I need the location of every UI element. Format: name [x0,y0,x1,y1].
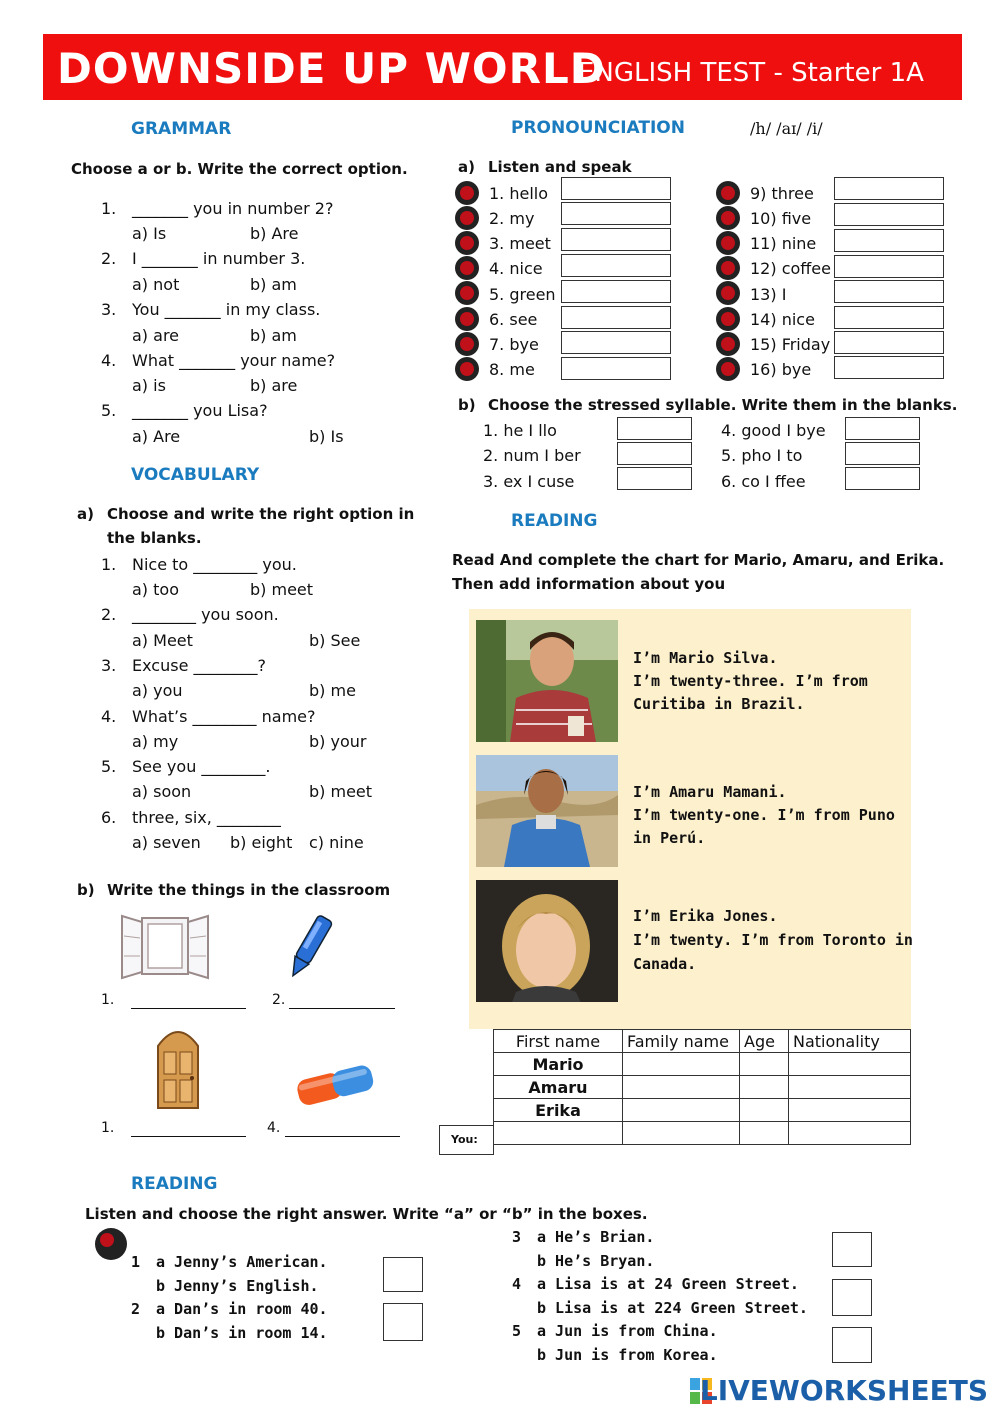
q3-option-b: b He’s Bryan. [537,1252,655,1270]
reading2-instruction: Listen and choose the right answer. Write “a” or “b” in the boxes. [85,1205,648,1223]
q2-option-a: a Dan’s in room 40. [156,1300,328,1318]
pron-answer-box[interactable] [561,357,671,380]
pron-answer-box[interactable] [561,254,671,277]
q2-num: 2 [131,1300,141,1318]
grammar-item-num: 1. [101,199,117,218]
pron-word: 15) Friday [750,335,831,354]
stress-word: 5. pho I to [721,446,803,465]
chart-row [494,1053,911,1076]
chart-cell-input[interactable] [623,1122,740,1145]
vocab-option-a: a) my [132,732,179,751]
grammar-item-num: 2. [101,249,117,268]
stress-word: 4. good I bye [721,421,826,440]
record-button[interactable] [716,206,740,230]
chart-header-cell: First name [494,1030,623,1053]
chart-header-cell: Family name [623,1030,740,1053]
page-subtitle: ENGLISH TEST - Starter 1A [578,58,924,88]
vocab-item-stem: ________ you soon. [132,605,279,624]
chart-cell-input[interactable] [740,1099,789,1122]
pron-word: 2. my [489,209,535,228]
q1-answer-box[interactable] [383,1257,423,1292]
pron-answer-box[interactable] [561,280,671,303]
vocab-item-num: 1. [101,555,117,574]
q4-num: 4 [512,1275,522,1293]
pron-answer-box[interactable] [834,280,944,303]
chart-row-name: Amaru [494,1076,623,1099]
record-button[interactable] [716,332,740,356]
pron-part-b-instruction: Choose the stressed syllable. Write them in the blanks. [488,396,958,414]
grammar-instruction: Choose a or b. Write the correct option. [71,160,408,178]
q1-num: 1 [131,1253,141,1271]
pron-answer-box[interactable] [834,229,944,252]
pron-word: 3. meet [489,234,551,253]
pronunciation-heading: PRONOUNCIATION [511,118,685,138]
vocab-part-a-label: a) [77,505,94,523]
eraser-icon [293,1056,379,1112]
grammar-item-num: 3. [101,300,117,319]
classroom-blank-line[interactable] [289,1008,395,1009]
stress-word: 2. num I ber [483,446,581,465]
erika-line-2: I’m twenty. I’m from Toronto in [633,931,913,949]
info-chart [493,1029,911,1145]
pron-answer-box[interactable] [561,306,671,329]
classroom-blank-line[interactable] [285,1136,400,1137]
vocab-option-b: b) eight [230,833,293,852]
pron-word: 9) three [750,184,814,203]
grammar-item-num: 5. [101,401,117,420]
pron-word: 8. me [489,360,535,379]
reading2-heading: READING [131,1174,218,1194]
q5-answer-box[interactable] [832,1327,872,1363]
vocab-part-b-label: b) [77,881,95,899]
pron-part-b-label: b) [458,396,476,414]
chart-cell-input[interactable] [789,1053,911,1076]
pron-answer-box[interactable] [834,203,944,226]
footer-brand[interactable]: LIVEWORKSHEETS [699,1374,988,1407]
q2-option-b: b Dan’s in room 14. [156,1324,328,1342]
pron-word: 10) five [750,209,812,228]
chart-row [494,1076,911,1099]
vocab-item-stem: Excuse ________? [132,656,266,675]
vocab-option-b: b) me [309,681,356,700]
grammar-option-b: b) am [250,326,297,345]
pronunciation-sounds: /h/ /aɪ/ /i/ [750,119,823,138]
record-button[interactable] [455,256,479,280]
chart-header-cell: Nationality [789,1030,911,1053]
record-button[interactable] [716,357,740,381]
stress-word: 3. ex I cuse [483,472,575,491]
pron-word: 11) nine [750,234,817,253]
record-button[interactable] [455,332,479,356]
stress-answer-box[interactable] [617,417,692,440]
reading-instruction-2: Then add information about you [452,575,726,593]
pron-answer-box[interactable] [561,202,671,225]
grammar-option-a: a) Are [132,427,181,446]
pron-answer-box[interactable] [561,228,671,251]
record-button[interactable] [455,231,479,255]
pron-answer-box[interactable] [834,255,944,278]
vocab-item-stem: See you ________. [132,757,271,776]
record-button[interactable] [455,281,479,305]
amaru-line-3: in Perú. [633,829,706,847]
vocab-option-a: a) Meet [132,631,193,650]
grammar-option-a: a) is [132,376,166,395]
vocab-option-b: b) meet [250,580,314,599]
grammar-item-stem: You _______ in my class. [132,300,321,319]
door-icon [154,1022,202,1110]
chart-cell-input[interactable] [789,1076,911,1099]
reading-instruction: Read And complete the chart for Mario, Amaru, and Erika. [452,551,945,569]
chart-cell-input[interactable] [740,1053,789,1076]
vocab-option-a: a) soon [132,782,192,801]
pron-word: 7. bye [489,335,539,354]
pron-word: 13) I [750,285,787,304]
pron-answer-box[interactable] [834,331,944,354]
stress-word: 1. he I llo [483,421,557,440]
vocab-option-a: a) seven [132,833,201,852]
window-icon [120,914,210,980]
pron-word: 12) coffee [750,259,831,278]
grammar-heading: GRAMMAR [131,119,232,139]
grammar-item-stem: _______ you Lisa? [132,401,268,420]
pen-icon [284,912,334,984]
stress-answer-box[interactable] [617,467,692,490]
classroom-blank-num: 1. [101,1120,115,1136]
record-button[interactable] [455,357,479,381]
vocab-option-a: a) too [132,580,179,599]
vocab-option-c: c) nine [309,833,364,852]
q4-option-b: b Lisa is at 224 Green Street. [537,1299,808,1317]
record-button[interactable] [716,307,740,331]
pron-word: 1. hello [489,184,549,203]
chart-row [494,1099,911,1122]
chart-cell-input[interactable] [740,1122,789,1145]
record-button[interactable] [455,206,479,230]
classroom-blank-num: 2. [272,992,286,1008]
stress-answer-box[interactable] [845,467,920,490]
pron-word: 5. green [489,285,556,304]
vocab-option-a: a) you [132,681,183,700]
pron-part-a-label: a) [458,158,475,176]
vocab-option-b: b) your [309,732,367,751]
grammar-item-num: 4. [101,351,117,370]
record-button[interactable] [716,256,740,280]
chart-cell-input[interactable] [623,1099,740,1122]
record-button[interactable] [455,307,479,331]
mario-line-3: Curitiba in Brazil. [633,695,805,713]
classroom-blank-line[interactable] [131,1136,246,1137]
you-label: You: [451,1133,478,1146]
pron-answer-box[interactable] [561,331,671,354]
vocab-item-stem: three, six, ________ [132,808,281,827]
stress-answer-box[interactable] [617,442,692,465]
chart-cell-input[interactable] [494,1122,623,1145]
grammar-option-b: b) am [250,275,297,294]
amaru-photo [476,755,618,877]
classroom-blank-line[interactable] [131,1008,246,1009]
vocab-item-num: 3. [101,656,117,675]
q5-option-b: b Jun is from Korea. [537,1346,718,1364]
q1-option-b: b Jenny’s English. [156,1277,319,1295]
chart-cell-input[interactable] [623,1053,740,1076]
q5-num: 5 [512,1322,522,1340]
vocab-item-stem: Nice to ________ you. [132,555,297,574]
vocab-item-num: 6. [101,808,117,827]
chart-row-you [494,1122,911,1145]
q4-option-a: a Lisa is at 24 Green Street. [537,1275,799,1293]
q2-answer-box[interactable] [383,1303,423,1341]
grammar-item-stem: _______ you in number 2? [132,199,334,218]
pron-word: 14) nice [750,310,815,329]
record-button[interactable] [716,281,740,305]
q3-answer-box[interactable] [832,1232,872,1267]
grammar-item-stem: I _______ in number 3. [132,249,306,268]
erika-line-3: Canada. [633,955,697,973]
classroom-blank-num: 1. [101,992,115,1008]
erika-photo [476,880,618,1002]
vocab-option-b: b) See [309,631,361,650]
grammar-option-a: a) not [132,275,180,294]
grammar-item-stem: What _______ your name? [132,351,336,370]
stress-word: 6. co I ffee [721,472,806,491]
vocab-part-b-instruction: Write the things in the classroom [107,881,391,899]
amaru-line-1: I’m Amaru Mamani. [633,783,787,801]
pron-word: 6. see [489,310,538,329]
chart-row-name: Erika [494,1099,623,1122]
stress-answer-box[interactable] [845,417,920,440]
chart-header-row [494,1030,911,1053]
q3-num: 3 [512,1228,522,1246]
classroom-blank-num: 4. [267,1120,281,1136]
pron-answer-box[interactable] [834,356,944,379]
mario-line-1: I’m Mario Silva. [633,649,778,667]
grammar-option-a: a) Is [132,224,167,243]
erika-line-1: I’m Erika Jones. [633,907,778,925]
vocabulary-heading: VOCABULARY [131,465,260,485]
q4-answer-box[interactable] [832,1279,872,1316]
chart-cell-input[interactable] [623,1076,740,1099]
grammar-option-b: b) Are [250,224,299,243]
vocab-item-stem: What’s ________ name? [132,707,316,726]
grammar-option-b: b) Is [309,427,344,446]
chart-cell-input[interactable] [789,1122,911,1145]
record-button[interactable] [455,181,479,205]
grammar-option-a: a) are [132,326,180,345]
audio-play-button[interactable] [95,1228,127,1260]
vocab-item-num: 5. [101,757,117,776]
chart-cell-input[interactable] [740,1076,789,1099]
stress-answer-box[interactable] [845,442,920,465]
pron-word: 4. nice [489,259,543,278]
q3-option-a: a He’s Brian. [537,1228,655,1246]
vocab-item-num: 4. [101,707,117,726]
pron-word: 16) bye [750,360,812,379]
q1-option-a: a Jenny’s American. [156,1253,328,1271]
vocab-part-a-instruction: Choose and write the right option in [107,505,415,523]
pron-answer-box[interactable] [834,177,944,200]
mario-line-2: I’m twenty-three. I’m from [633,672,868,690]
mario-photo [476,620,618,742]
page-title: DOWNSIDE UP WORLD [57,44,606,93]
record-button[interactable] [716,231,740,255]
vocab-item-num: 2. [101,605,117,624]
vocab-option-b: b) meet [309,782,373,801]
q5-option-a: a Jun is from China. [537,1322,718,1340]
record-button[interactable] [716,181,740,205]
chart-row-name: Mario [494,1053,623,1076]
chart-cell-input[interactable] [789,1099,911,1122]
pron-part-a-instruction: Listen and speak [488,158,632,176]
amaru-line-2: I’m twenty-one. I’m from Puno [633,806,895,824]
vocab-part-a-instruction-2: the blanks. [107,529,202,547]
pron-answer-box[interactable] [561,177,671,200]
chart-header-cell: Age [740,1030,789,1053]
grammar-option-b: b) are [250,376,298,395]
reading-heading: READING [511,511,598,531]
pron-answer-box[interactable] [834,306,944,329]
